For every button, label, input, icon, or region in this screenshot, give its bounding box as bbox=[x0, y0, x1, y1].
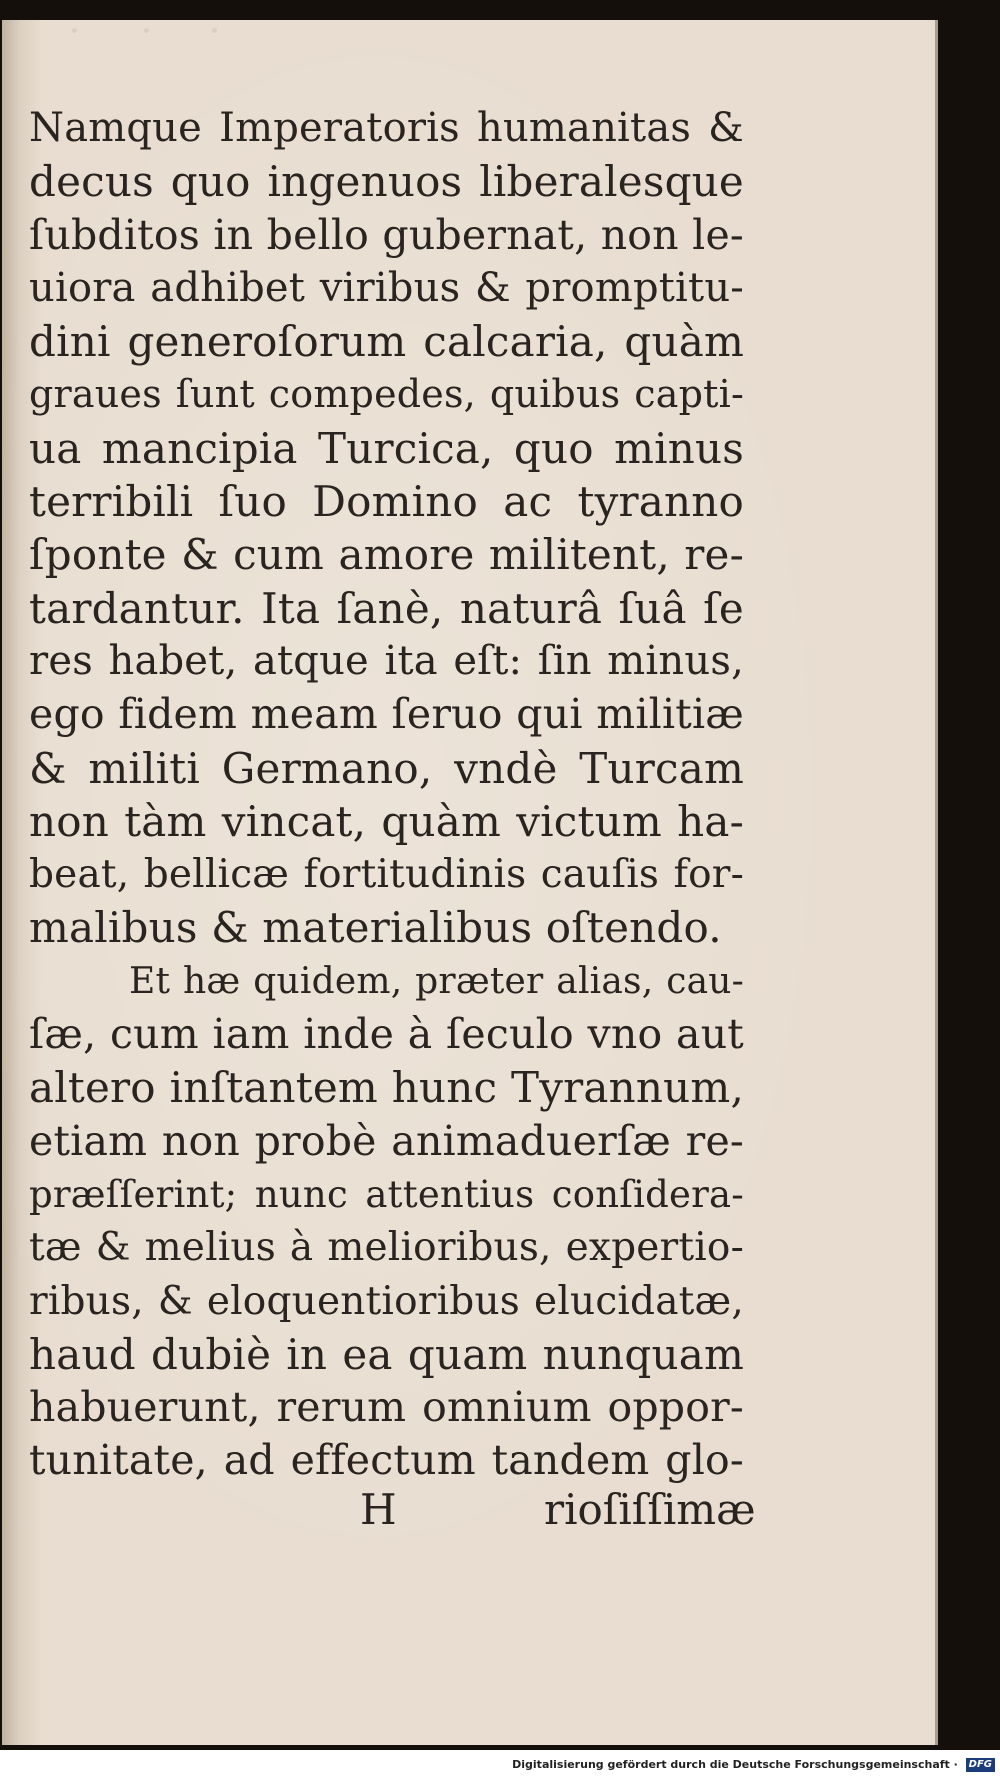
page-text bbox=[29, 102, 744, 1488]
signature-mark: H bbox=[360, 1485, 397, 1534]
text-line: præſſerint; nunc attentius conſidera- bbox=[29, 1172, 744, 1216]
page-speck bbox=[144, 28, 149, 33]
text-line: altero inſtantem hunc Tyrannum, bbox=[29, 1063, 744, 1113]
text-line: tæ & melius à melioribus, expertio- bbox=[29, 1225, 744, 1271]
paragraph-first-line: Et hæ quidem, præter alias, cau- bbox=[129, 960, 744, 1002]
dfg-logo: DFG bbox=[966, 1758, 995, 1772]
book-page bbox=[2, 20, 938, 1745]
text-line: ſæ, cum iam inde à ſeculo vno aut bbox=[29, 1010, 744, 1059]
text-line: tunitate, ad effectum tandem glo- bbox=[29, 1436, 744, 1485]
text-line: ſponte & cum amore militent, re- bbox=[29, 530, 744, 580]
text-line: beat, bellicæ fortitudinis cauſis for- bbox=[29, 852, 744, 898]
credit-text: Digitalisierung gefördert durch die Deutsche Forschungsgemeinschaft · bbox=[512, 1758, 958, 1771]
text-line: Namque Imperatoris humanitas & bbox=[29, 105, 744, 151]
text-line: malibus & materialibus oſtendo. bbox=[29, 903, 722, 953]
text-line: haud dubiè in ea quam nunquam bbox=[29, 1329, 744, 1379]
text-line: ego fidem meam ſeruo qui militiæ bbox=[29, 690, 744, 739]
text-line: res habet, atque ita eſt: ſin minus, bbox=[29, 637, 744, 684]
text-line: dini generoſorum calcaria, quàm bbox=[29, 317, 744, 367]
text-line: ribus, & eloquentioribus elucidatæ, bbox=[29, 1278, 744, 1324]
page-speck bbox=[72, 28, 77, 33]
text-line: graues ſunt compedes, quibus capti- bbox=[29, 372, 744, 417]
catchword: rioſiſſimæ bbox=[544, 1485, 756, 1534]
text-line: etiam non probè animaduerſæ re- bbox=[29, 1116, 744, 1165]
text-line: decus quo ingenuos liberalesque bbox=[29, 157, 744, 207]
text-line: non tàm vincat, quàm victum ha- bbox=[29, 796, 744, 846]
digitization-credit bbox=[0, 1758, 995, 1772]
page-speck bbox=[212, 28, 217, 33]
text-line: tardantur. Ita ſanè, naturâ ſuâ ſe bbox=[29, 583, 744, 633]
page-footer-line bbox=[2, 1485, 935, 1545]
text-line: ua mancipia Turcica, quo minus bbox=[29, 423, 744, 473]
text-line: uiora adhibet viribus & promptitu- bbox=[29, 264, 744, 311]
text-line: & militi Germano, vndè Turcam bbox=[29, 743, 744, 793]
text-line: habuerunt, rerum omnium oppor- bbox=[29, 1383, 744, 1432]
text-line: terribili ſuo Domino ac tyranno bbox=[29, 477, 744, 527]
text-line: ſubditos in bello gubernat, non le- bbox=[29, 210, 744, 259]
